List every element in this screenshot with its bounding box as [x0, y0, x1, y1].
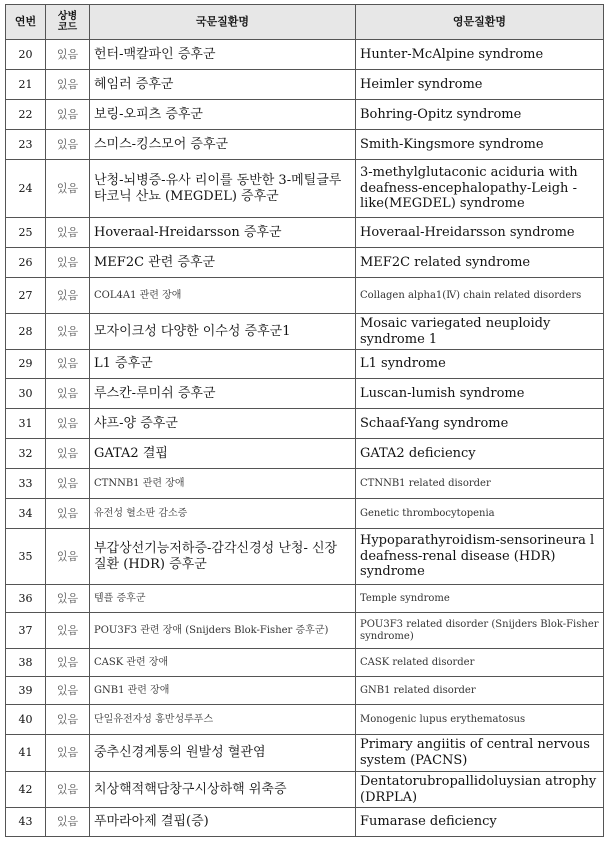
- table-body: [6, 40, 604, 837]
- row-english-name: GNB1 related disorder: [356, 677, 604, 705]
- table-row: [6, 70, 604, 100]
- row-number: 26: [6, 248, 46, 278]
- header-status: [46, 5, 90, 40]
- row-status: 있음: [46, 100, 90, 130]
- row-number: 30: [6, 379, 46, 409]
- row-korean-name: COL4A1 관련 장애: [90, 278, 356, 314]
- row-status: 있음: [46, 585, 90, 613]
- row-english-name: CASK related disorder: [356, 649, 604, 677]
- row-number: 28: [6, 314, 46, 350]
- row-korean-name: 루스칸-루미쉬 증후군: [90, 379, 356, 409]
- row-number: 34: [6, 499, 46, 529]
- row-korean-name: 푸마라아제 결핍(증): [90, 808, 356, 837]
- row-status: 있음: [46, 529, 90, 585]
- row-number: 37: [6, 613, 46, 649]
- table-row: [6, 585, 604, 613]
- row-english-name: Temple syndrome: [356, 585, 604, 613]
- table-row: [6, 248, 604, 278]
- row-english-name: Heimler syndrome: [356, 70, 604, 100]
- row-english-name: Primary angiitis of central nervous system (PACNS): [356, 735, 604, 772]
- row-status: 있음: [46, 248, 90, 278]
- table-row: [6, 705, 604, 735]
- row-english-name: CTNNB1 related disorder: [356, 469, 604, 499]
- row-number: 35: [6, 529, 46, 585]
- row-status: 있음: [46, 218, 90, 248]
- row-number: 36: [6, 585, 46, 613]
- row-number: 27: [6, 278, 46, 314]
- row-korean-name: 단일유전자성 홍반성루푸스: [90, 705, 356, 735]
- row-status: 있음: [46, 40, 90, 70]
- row-korean-name: 헌터-맥칼파인 증후군: [90, 40, 356, 70]
- row-english-name: Hypoparathyroidism-sensorineura l deafness-renal disease (HDR) syndrome: [356, 529, 604, 585]
- row-korean-name: 보링-오피츠 증후군: [90, 100, 356, 130]
- row-korean-name: 난청-뇌병증-유사 리이를 동반한 3-메틸글루타코닉 산뇨 (MEGDEL) 증후군: [90, 160, 356, 218]
- row-english-name: Dentatorubropallidoluysian atrophy (DRPLA): [356, 772, 604, 808]
- row-status: 있음: [46, 409, 90, 439]
- row-korean-name: 스미스-킹스모어 증후군: [90, 130, 356, 160]
- row-status: 있음: [46, 469, 90, 499]
- row-english-name: Hunter-McAlpine syndrome: [356, 40, 604, 70]
- table-row: [6, 499, 604, 529]
- table-row: [6, 529, 604, 585]
- row-korean-name: 부갑상선기능저하증-감각신경성 난청- 신장 질환 (HDR) 증후군: [90, 529, 356, 585]
- table-row: [6, 40, 604, 70]
- row-korean-name: L1 증후군: [90, 350, 356, 379]
- header-row: [6, 5, 604, 40]
- row-korean-name: 헤임러 증후군: [90, 70, 356, 100]
- row-english-name: MEF2C related syndrome: [356, 248, 604, 278]
- row-english-name: 3-methylglutaconic aciduria with deafness-encephalopathy-Leigh -like(MEGDEL) syndrome: [356, 160, 604, 218]
- row-korean-name: 모자이크성 다양한 이수성 증후군1: [90, 314, 356, 350]
- table-row: [6, 649, 604, 677]
- row-english-name: Mosaic variegated neuploidy syndrome 1: [356, 314, 604, 350]
- row-english-name: Luscan-lumish syndrome: [356, 379, 604, 409]
- row-korean-name: 샤프-양 증후군: [90, 409, 356, 439]
- row-number: 21: [6, 70, 46, 100]
- row-english-name: Bohring-Opitz syndrome: [356, 100, 604, 130]
- row-number: 39: [6, 677, 46, 705]
- row-status: 있음: [46, 278, 90, 314]
- row-english-name: POU3F3 related disorder (Snijders Blok-Fisher syndrome): [356, 613, 604, 649]
- row-status: 있음: [46, 649, 90, 677]
- row-english-name: Monogenic lupus erythematosus: [356, 705, 604, 735]
- row-korean-name: CTNNB1 관련 장애: [90, 469, 356, 499]
- table-row: [6, 808, 604, 837]
- row-english-name: Genetic thrombocytopenia: [356, 499, 604, 529]
- table-row: [6, 160, 604, 218]
- row-korean-name: Hoveraal-Hreidarsson 증후군: [90, 218, 356, 248]
- header-status-text: 상병 코드: [57, 11, 78, 33]
- row-number: 42: [6, 772, 46, 808]
- table-row: [6, 772, 604, 808]
- row-status: 있음: [46, 613, 90, 649]
- row-number: 40: [6, 705, 46, 735]
- table-row: [6, 469, 604, 499]
- row-status: 있음: [46, 772, 90, 808]
- table-row: [6, 314, 604, 350]
- row-english-name: L1 syndrome: [356, 350, 604, 379]
- row-status: 있음: [46, 160, 90, 218]
- row-number: 29: [6, 350, 46, 379]
- row-english-name: Schaaf-Yang syndrome: [356, 409, 604, 439]
- row-status: 있음: [46, 379, 90, 409]
- row-status: 있음: [46, 735, 90, 772]
- table-row: [6, 677, 604, 705]
- row-number: 41: [6, 735, 46, 772]
- row-status: 있음: [46, 439, 90, 469]
- row-korean-name: POU3F3 관련 장애 (Snijders Blok-Fisher 증후군): [90, 613, 356, 649]
- row-number: 23: [6, 130, 46, 160]
- row-status: 있음: [46, 70, 90, 100]
- row-number: 32: [6, 439, 46, 469]
- disease-table: [5, 4, 604, 837]
- row-number: 43: [6, 808, 46, 837]
- table-row: [6, 439, 604, 469]
- row-korean-name: 템플 증후군: [90, 585, 356, 613]
- row-english-name: Hoveraal-Hreidarsson syndrome: [356, 218, 604, 248]
- row-number: 25: [6, 218, 46, 248]
- row-status: 있음: [46, 314, 90, 350]
- row-number: 24: [6, 160, 46, 218]
- row-korean-name: 치상핵적핵담창구시상하핵 위축증: [90, 772, 356, 808]
- table-row: [6, 278, 604, 314]
- header-korean-name: 국문질환명: [90, 5, 356, 40]
- table-row: [6, 379, 604, 409]
- row-korean-name: MEF2C 관련 증후군: [90, 248, 356, 278]
- header-no: 연번: [6, 5, 46, 40]
- row-status: 있음: [46, 808, 90, 837]
- row-status: 있음: [46, 677, 90, 705]
- row-korean-name: 유전성 혈소판 감소증: [90, 499, 356, 529]
- row-english-name: GATA2 deficiency: [356, 439, 604, 469]
- row-korean-name: GATA2 결핍: [90, 439, 356, 469]
- row-status: 있음: [46, 705, 90, 735]
- row-number: 33: [6, 469, 46, 499]
- row-korean-name: 중추신경계통의 원발성 혈관염: [90, 735, 356, 772]
- table-row: [6, 735, 604, 772]
- row-status: 있음: [46, 130, 90, 160]
- table-row: [6, 130, 604, 160]
- row-status: 있음: [46, 350, 90, 379]
- row-korean-name: GNB1 관련 장애: [90, 677, 356, 705]
- table-row: [6, 218, 604, 248]
- row-number: 31: [6, 409, 46, 439]
- row-english-name: Smith-Kingsmore syndrome: [356, 130, 604, 160]
- row-english-name: Collagen alpha1(Ⅳ) chain related disorders: [356, 278, 604, 314]
- row-english-name: Fumarase deficiency: [356, 808, 604, 837]
- header-english-name: 영문질환명: [356, 5, 604, 40]
- row-number: 22: [6, 100, 46, 130]
- row-number: 20: [6, 40, 46, 70]
- row-status: 있음: [46, 499, 90, 529]
- table-row: [6, 100, 604, 130]
- table-row: [6, 409, 604, 439]
- table-row: [6, 350, 604, 379]
- table-row: [6, 613, 604, 649]
- row-korean-name: CASK 관련 장애: [90, 649, 356, 677]
- row-number: 38: [6, 649, 46, 677]
